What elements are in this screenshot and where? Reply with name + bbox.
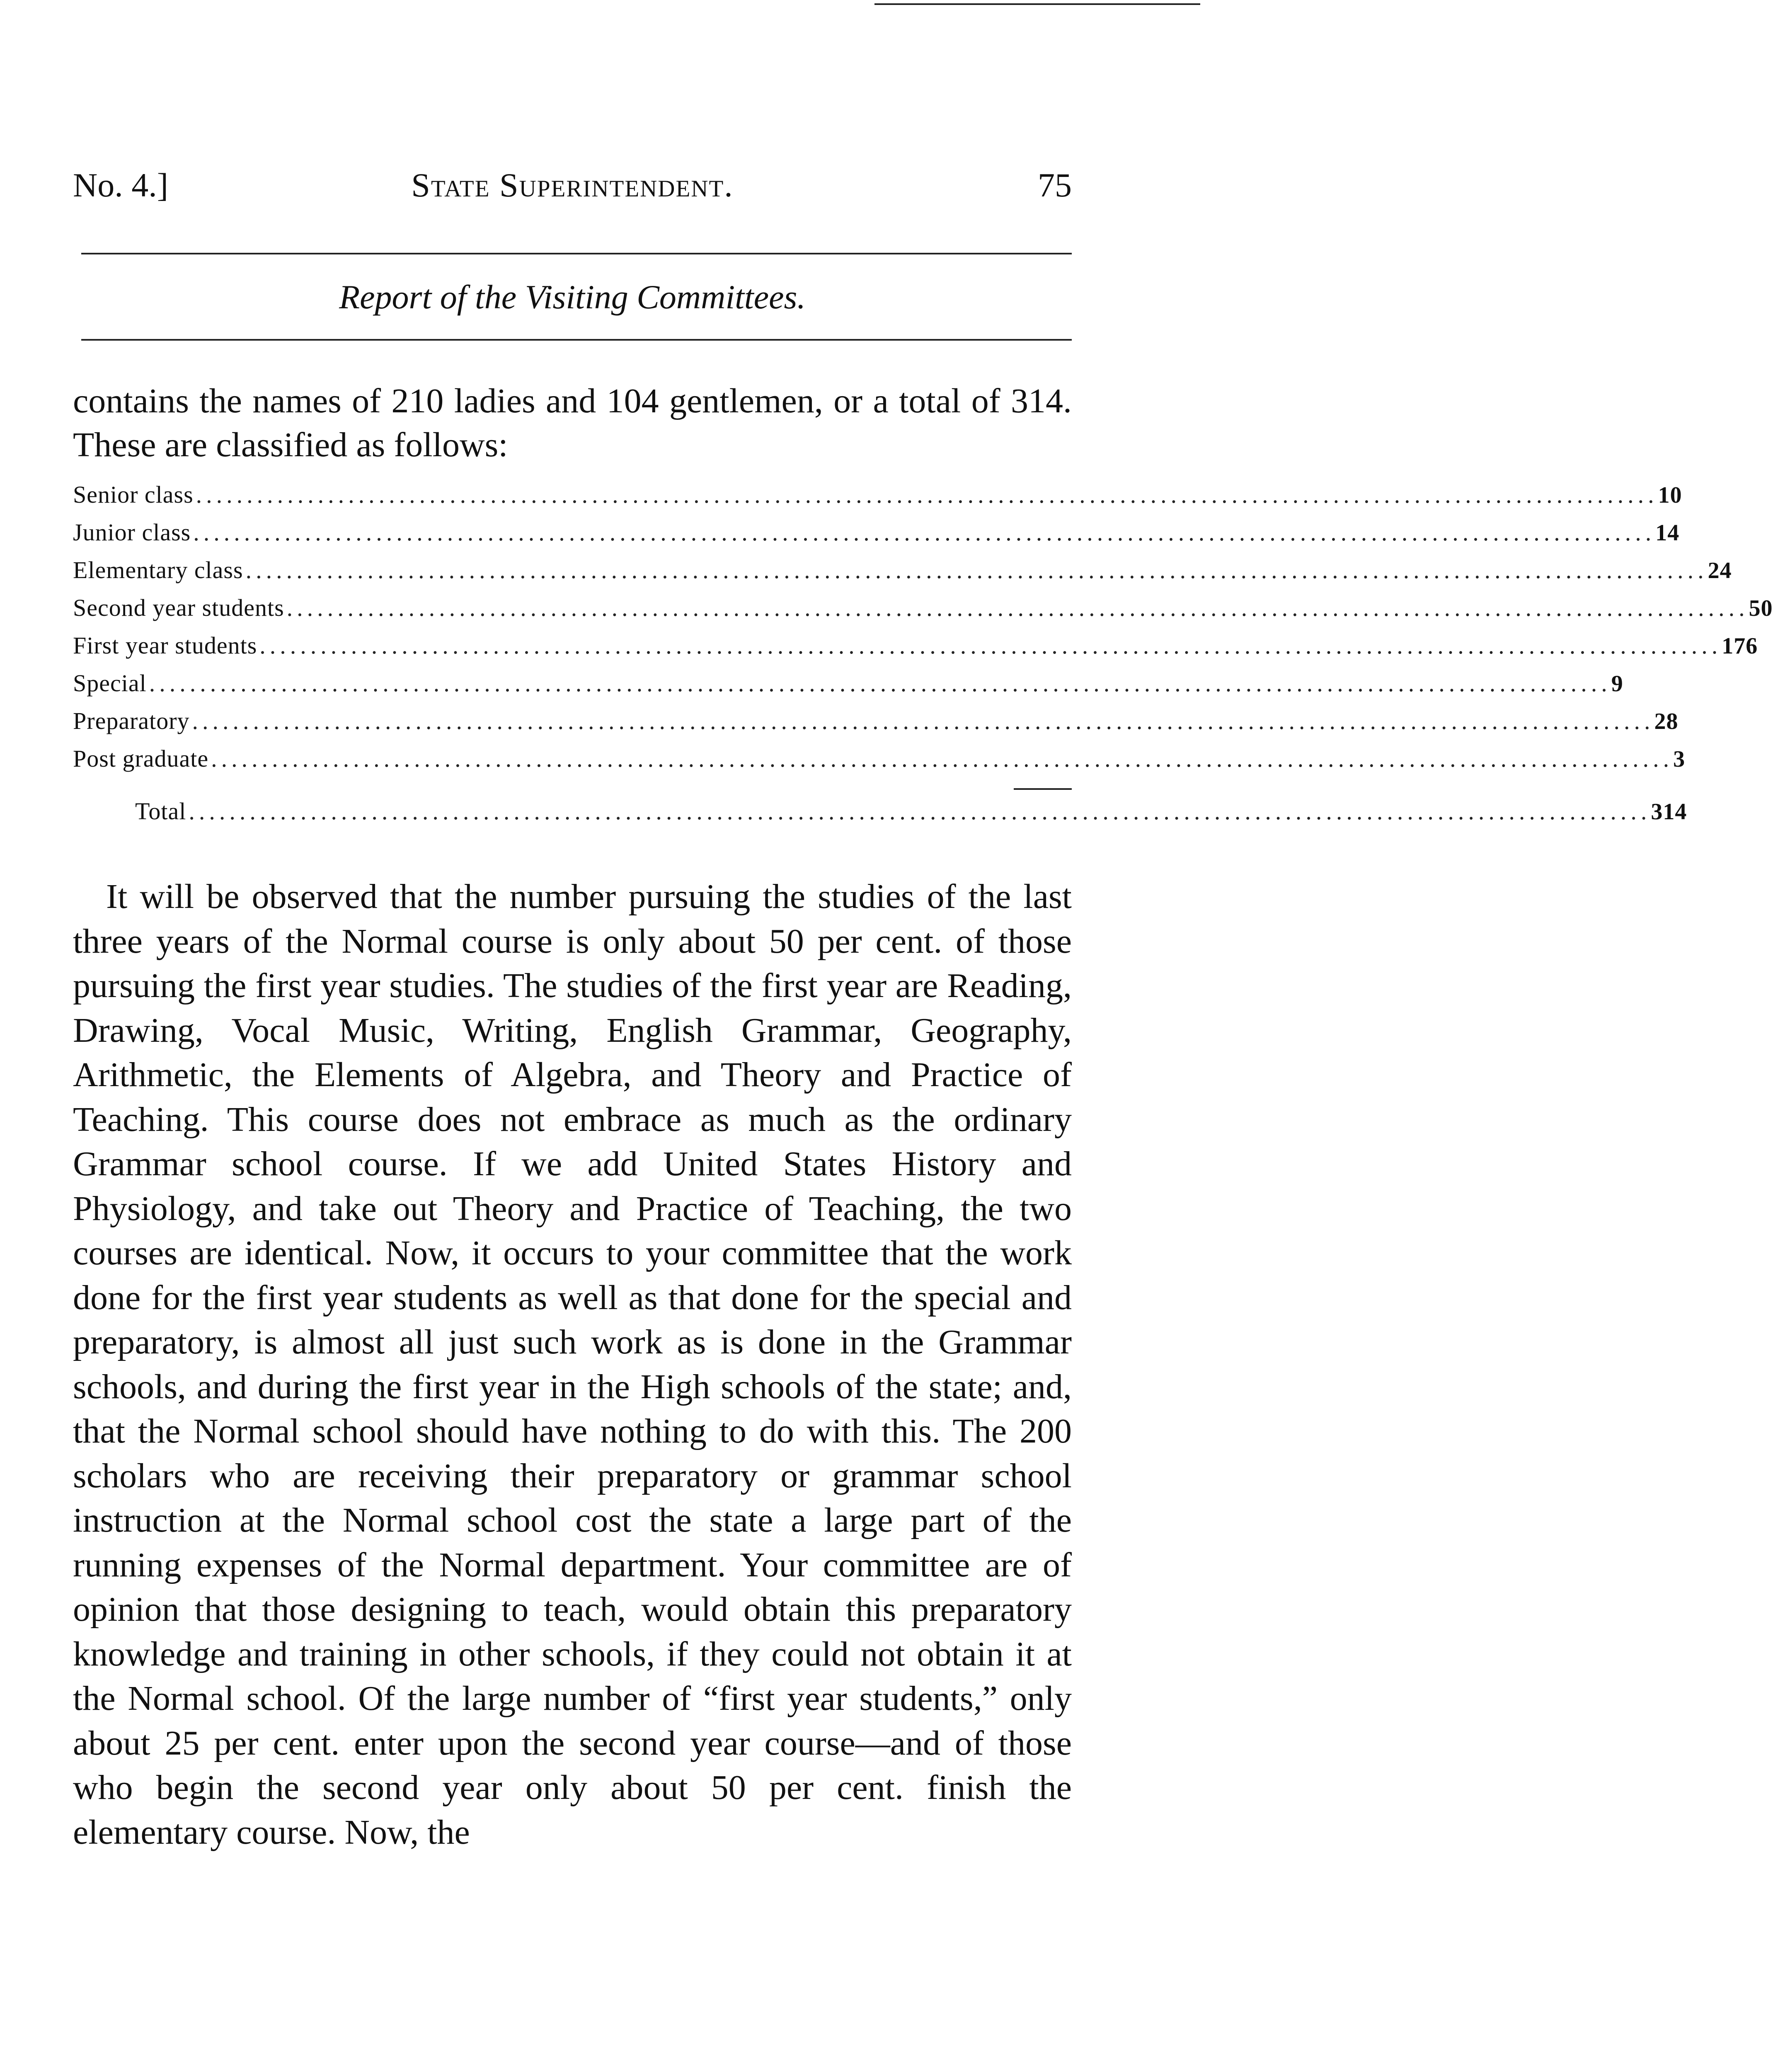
row-value: 176 bbox=[1722, 633, 1758, 659]
document-page bbox=[73, 0, 1773, 2072]
row-label: Senior class bbox=[73, 481, 194, 508]
class-table bbox=[73, 481, 1773, 835]
header-rule-bottom bbox=[81, 339, 1072, 341]
dot-leader: ................................................................................................................................................ bbox=[149, 670, 1611, 697]
row-value: 28 bbox=[1654, 709, 1679, 734]
page-number: 75 bbox=[1038, 166, 1072, 204]
total-value: 314 bbox=[1651, 799, 1687, 825]
row-label: Junior class bbox=[73, 519, 191, 546]
table-row bbox=[73, 707, 1679, 745]
total-row bbox=[73, 797, 1687, 835]
running-header bbox=[73, 166, 1072, 211]
dot-leader: ................................................................................................................................................ bbox=[193, 519, 1656, 546]
table-row bbox=[73, 669, 1623, 707]
header-rule-top bbox=[81, 253, 1072, 254]
dot-leader: ................................................................................................................................................ bbox=[211, 745, 1674, 772]
row-label: First year students bbox=[73, 632, 257, 659]
section-title: Report of the Visiting Committees. bbox=[339, 278, 806, 316]
dot-leader: ................................................................................................................................................ bbox=[192, 707, 1654, 734]
row-value: 50 bbox=[1749, 595, 1773, 621]
row-value: 3 bbox=[1673, 746, 1686, 772]
dot-leader: ................................................................................................................................................ bbox=[259, 632, 1722, 659]
table-row bbox=[73, 556, 1732, 594]
row-value: 24 bbox=[1708, 558, 1732, 583]
dot-leader: ................................................................................................................................................ bbox=[286, 594, 1749, 621]
row-label: Post graduate bbox=[73, 745, 209, 772]
dot-leader: ................................................................................................................................................ bbox=[189, 798, 1651, 825]
body-paragraph: It will be observed that the number pursuing the studies of the last three years of the Normal course is only about 50 per cent. of those pursuing the first year studies. The studies of the first year are Reading, Drawing, Vocal Music, Writing, English Grammar, Geography, Arithmetic, the Elements of Algebra, and Theory and Practice of Teaching. This course does not embrace as much as the ordinary Grammar school course. If we add United States History and Physiology, and take out Theory and Practice of Teaching, the two courses are identical. Now, it occurs to your committee that the work done for the first year students as well as that done for the special and preparatory, is almost all just such work as is done in the Grammar schools, and during the first year in the High schools of the state; and, that the Normal school should have nothing to do with this. The 200 scholars who are receiving their preparatory or grammar school instruction at the Normal school cost the state a large part of the running expenses of the Normal department. Your committee are of opinion that those designing to teach, would obtain this preparatory knowledge and training in other schools, if they could not obtain it at the Normal school. Of the large number of “first year students,” only about 25 per cent. enter upon the second year course—and of those who begin the second year only about 50 per cent. finish the elementary course. Now, the bbox=[73, 877, 1072, 1852]
table-row bbox=[73, 594, 1773, 632]
table-row bbox=[73, 745, 1686, 782]
table-row bbox=[73, 518, 1680, 556]
row-label: Second year students bbox=[73, 594, 284, 621]
row-label: Preparatory bbox=[73, 707, 190, 734]
row-label: Elementary class bbox=[73, 557, 243, 583]
total-label: Total bbox=[135, 798, 187, 825]
header-issue-number: No. 4.] bbox=[73, 166, 169, 204]
dot-leader: ................................................................................................................................................ bbox=[196, 481, 1658, 508]
row-value: 10 bbox=[1658, 482, 1682, 508]
table-row bbox=[73, 632, 1758, 669]
intro-paragraph: contains the names of 210 ladies and 104 gentlemen, or a total of 314. These are classified as follows: bbox=[73, 382, 1072, 464]
row-value: 9 bbox=[1611, 671, 1623, 697]
total-rule bbox=[1014, 788, 1072, 790]
table-row bbox=[73, 481, 1682, 518]
header-running-title: State Superintendent. bbox=[411, 166, 734, 204]
dot-leader: ................................................................................................................................................ bbox=[245, 557, 1708, 583]
row-label: Special bbox=[73, 670, 147, 697]
row-value: 14 bbox=[1655, 520, 1680, 546]
